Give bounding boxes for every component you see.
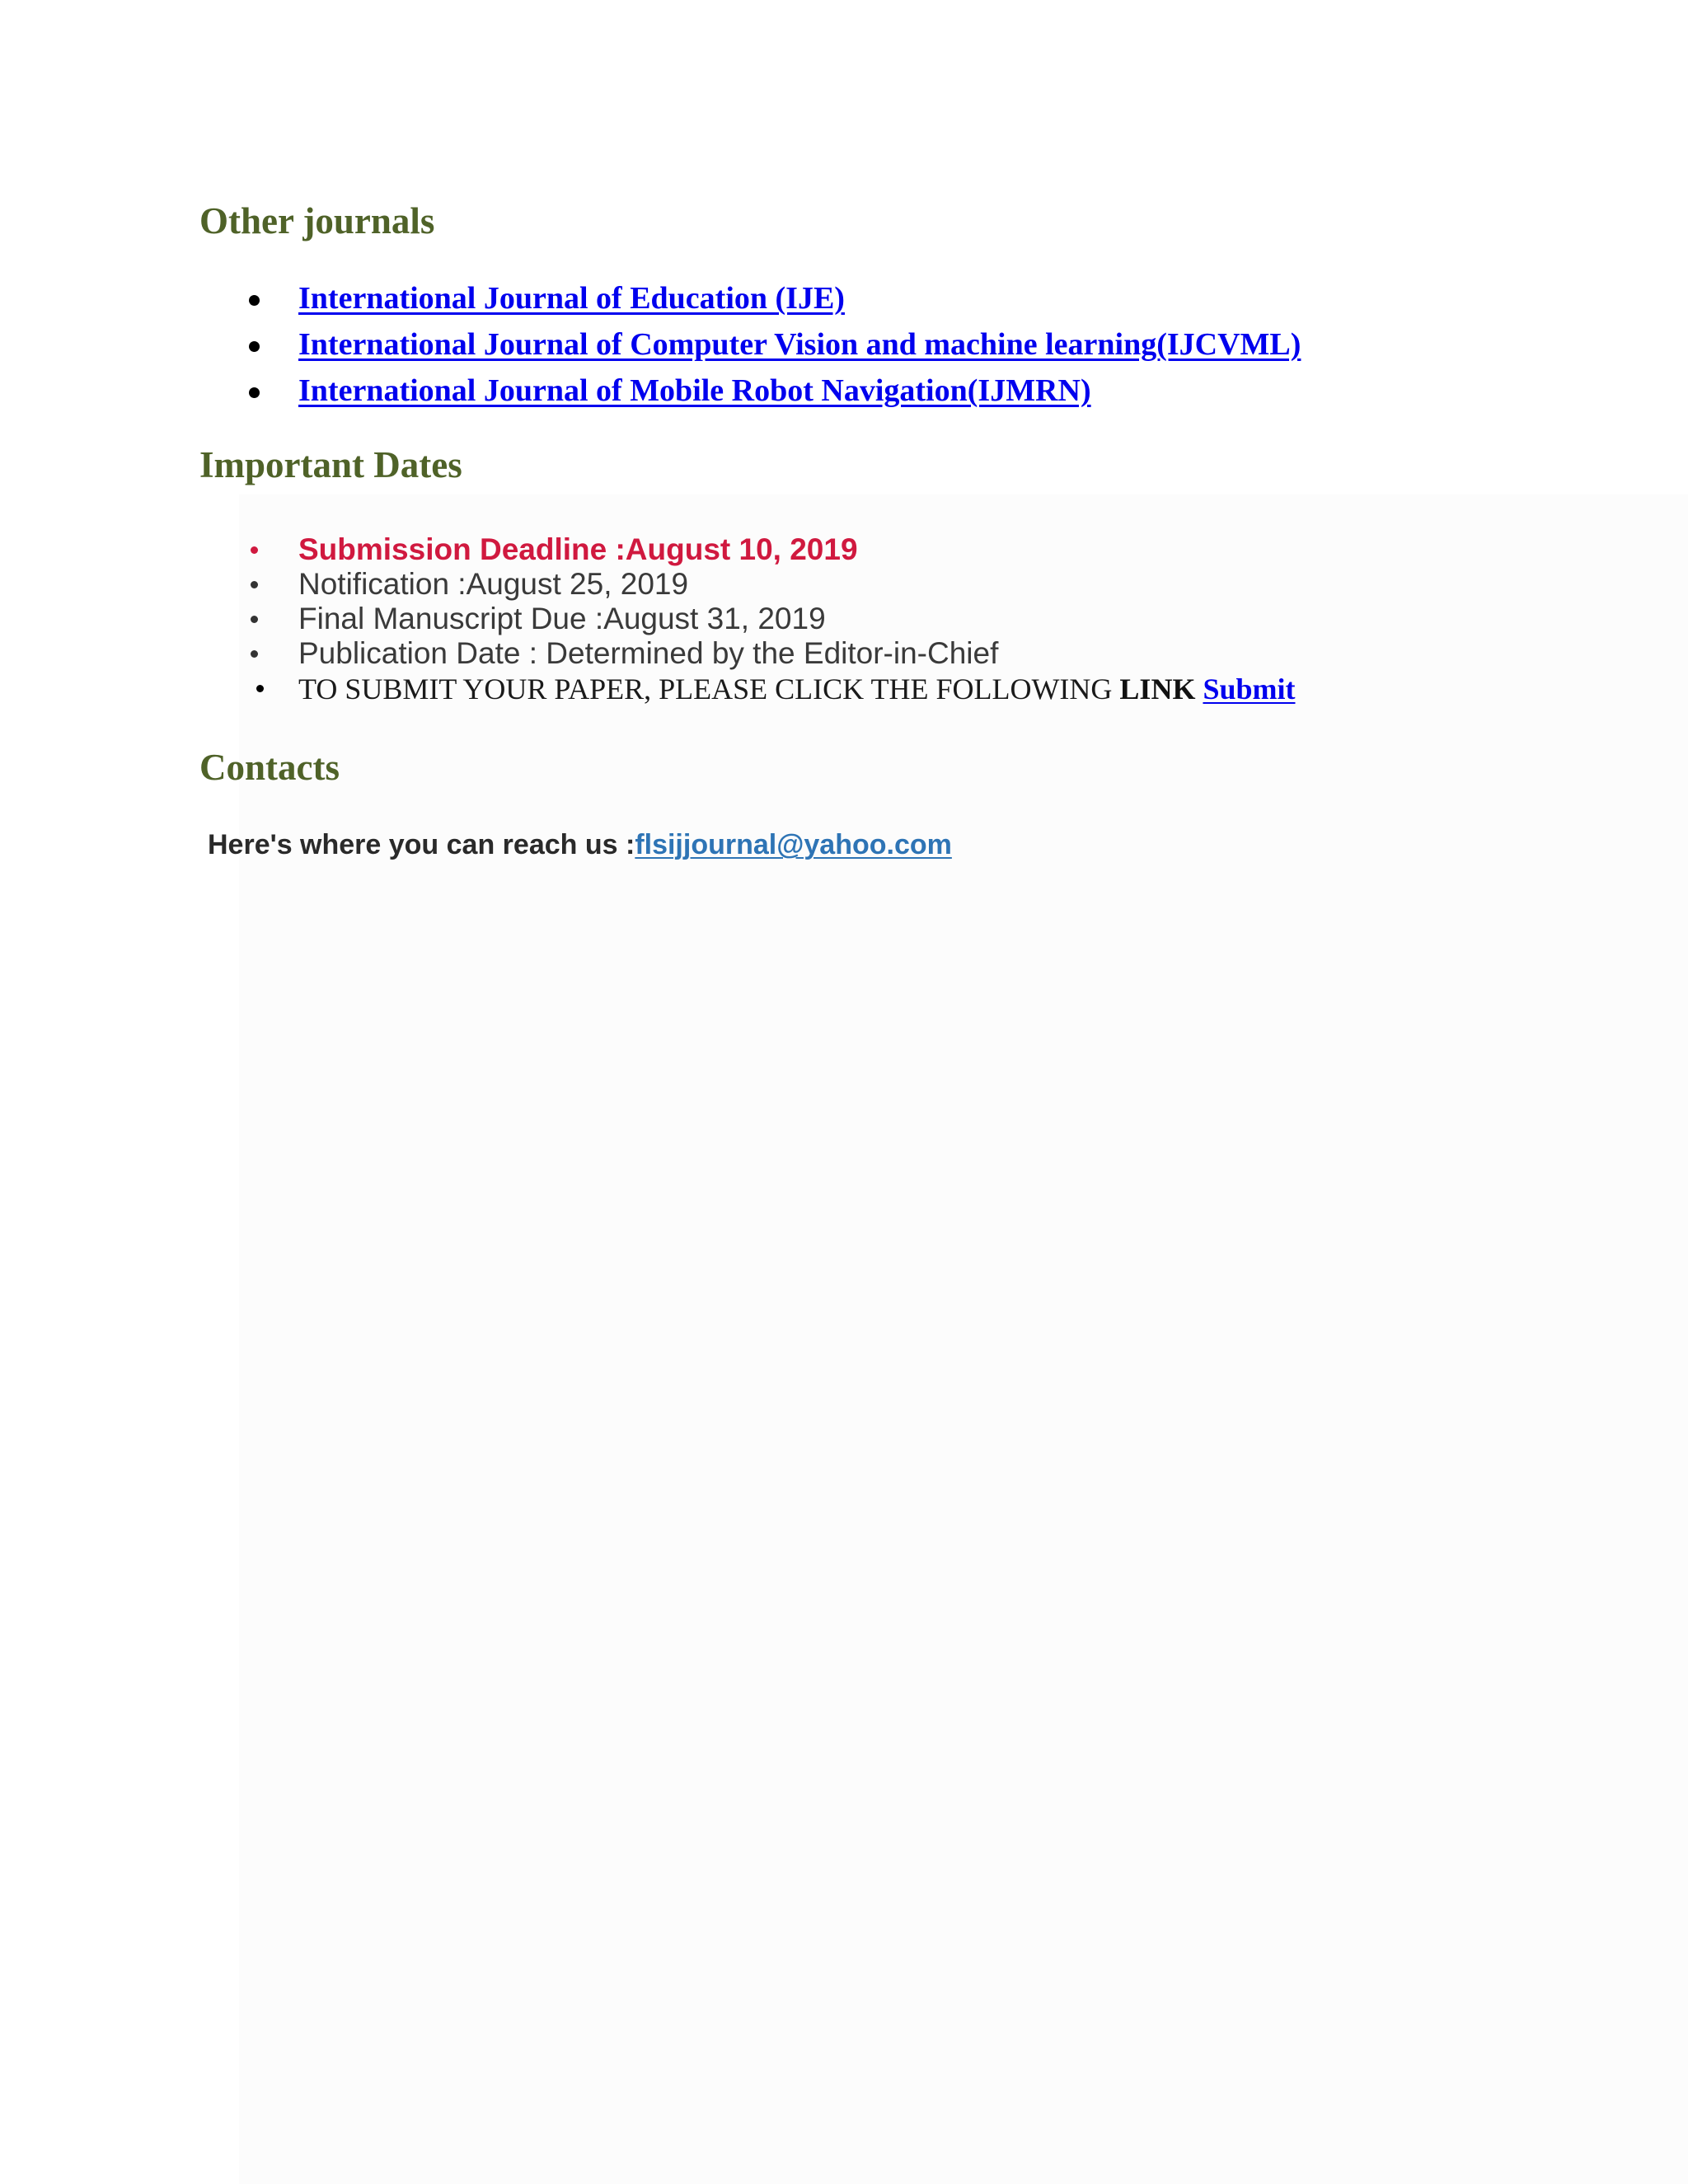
bullet-icon — [251, 616, 258, 623]
other-journals-heading: Other journals — [199, 200, 435, 241]
important-dates-heading: Important Dates — [199, 444, 462, 485]
link-word: LINK — [1119, 673, 1196, 705]
bullet-icon — [249, 341, 260, 352]
bullet-icon — [249, 295, 260, 306]
submit-link[interactable]: Submit — [1203, 673, 1296, 705]
final-manuscript-date-text: Final Manuscript Due :August 31, 2019 — [298, 602, 826, 635]
bullet-icon — [251, 650, 258, 658]
bullet-icon — [251, 546, 258, 554]
submission-deadline-text: Submission Deadline :August 10, 2019 — [298, 532, 858, 566]
journal-link-ije[interactable]: International Journal of Education (IJE) — [298, 281, 845, 316]
contact-line — [208, 831, 952, 859]
journal-link-ijmrn[interactable]: International Journal of Mobile Robot Navigation(IJMRN) — [298, 373, 1091, 408]
bullet-icon — [249, 387, 260, 398]
contacts-heading: Contacts — [199, 747, 340, 788]
bullet-icon — [256, 685, 264, 692]
contact-text: Here's where you can reach us : — [208, 829, 635, 860]
publication-date-text: Publication Date : Determined by the Editor-in-Chief — [298, 636, 999, 670]
bullet-icon — [251, 581, 258, 588]
contact-email-link[interactable]: flsijjournal@yahoo.com — [635, 829, 952, 860]
submit-instruction-text: TO SUBMIT YOUR PAPER, PLEASE CLICK THE FOLLOWING — [298, 673, 1120, 705]
notification-date-text: Notification :August 25, 2019 — [298, 567, 689, 601]
page-background-panel — [239, 494, 1688, 2184]
journal-link-ijcvml[interactable]: International Journal of Computer Vision and machine learning(IJCVML) — [298, 327, 1301, 362]
submit-instruction — [298, 674, 1296, 704]
